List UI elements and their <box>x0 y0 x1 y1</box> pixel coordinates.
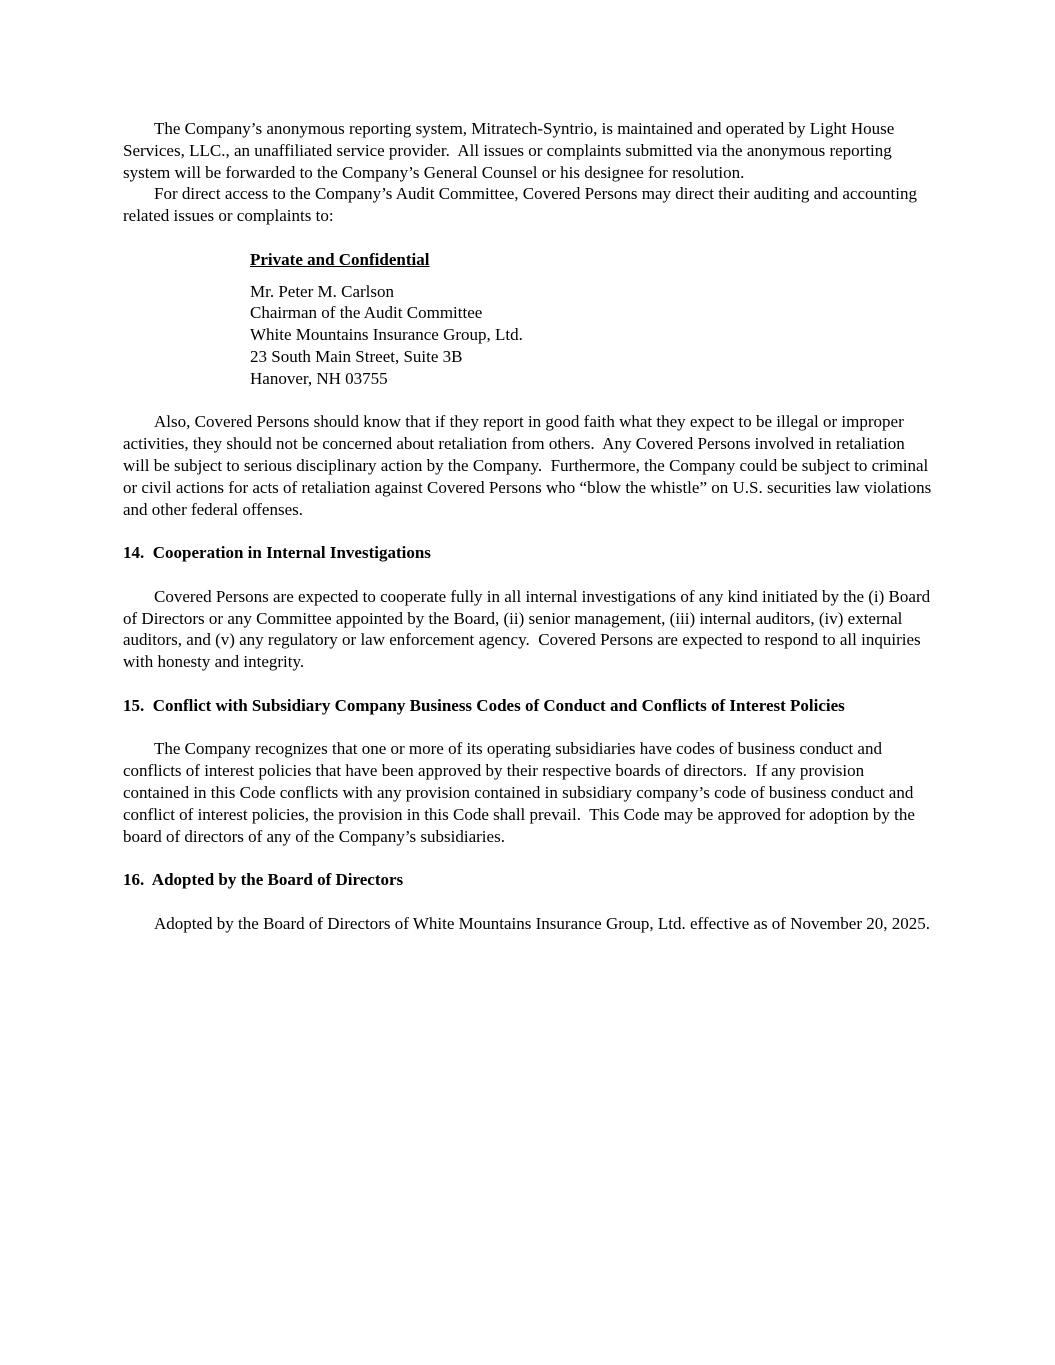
section-heading-14-cooperation: 14. Cooperation in Internal Investigations <box>123 543 431 563</box>
address-line-title: Chairman of the Audit Committee <box>250 303 483 323</box>
paragraph-section-15: The Company recognizes that one or more of its operating subsidiaries have codes of business conduct and conflicts of interest policies that have been approved by their respective boards of directors. If any provision contained in this Code conflicts with any provision contained in subsidiary company’s code of business conduct and conflict of interest policies, the provision in this Code shall prevail. This Code may be approved for adoption by the board of directors of any of the Company’s subsidiaries. <box>123 739 920 846</box>
paragraph-section-14: Covered Persons are expected to cooperate fully in all internal investigations of any kind initiated by the (i) Board of Directors or any Committee appointed by the Board, (ii) senior management, (iii) internal auditors, (iv) external auditors, and (v) any regulatory or law enforcement agency. Covered Persons are expected to respond to all inquiries with honesty and integrity. <box>123 586 935 672</box>
section-heading-15-conflict-subsidiary: 15. Conflict with Subsidiary Company Business Codes of Conduct and Conflicts of Interest Policies <box>123 695 845 715</box>
paragraph-retaliation: Also, Covered Persons should know that if they report in good faith what they expect to be illegal or improper activities, they should not be concerned about retaliation from others. Any Covered Persons involved in retaliation will be subject to serious disciplinary action by the Company. Furthermore, the Company could be subject to criminal or civil actions for acts of retaliation against Covered Persons who “blow the whistle” on U.S. securities law violations and other federal offenses. <box>123 412 936 519</box>
address-block <box>250 249 933 390</box>
paragraph-anonymous-reporting-system: The Company’s anonymous reporting system, Mitratech-Syntrio, is maintained and operated by Light House Services, LLC., an unaffiliated service provider. All issues or complaints submitted via the anonymous reporting system will be forwarded to the Company’s General Counsel or his designee for resolution. <box>123 119 899 182</box>
address-line-company: White Mountains Insurance Group, Ltd. <box>250 325 523 345</box>
paragraph-direct-access-audit-committee: For direct access to the Company’s Audit Committee, Covered Persons may direct their auditing and accounting related issues or complaints to: <box>123 184 922 226</box>
address-label-private-confidential: Private and Confidential <box>250 249 430 269</box>
document-page <box>123 118 936 934</box>
section-heading-16-adopted-board: 16. Adopted by the Board of Directors <box>123 870 404 890</box>
paragraph-section-16: Adopted by the Board of Directors of White Mountains Insurance Group, Ltd. effective as of November 20, 2025. <box>154 913 930 933</box>
address-line-name: Mr. Peter M. Carlson <box>250 281 395 301</box>
address-line-city-state-zip: Hanover, NH 03755 <box>250 368 388 388</box>
address-line-street: 23 South Main Street, Suite 3B <box>250 346 463 366</box>
